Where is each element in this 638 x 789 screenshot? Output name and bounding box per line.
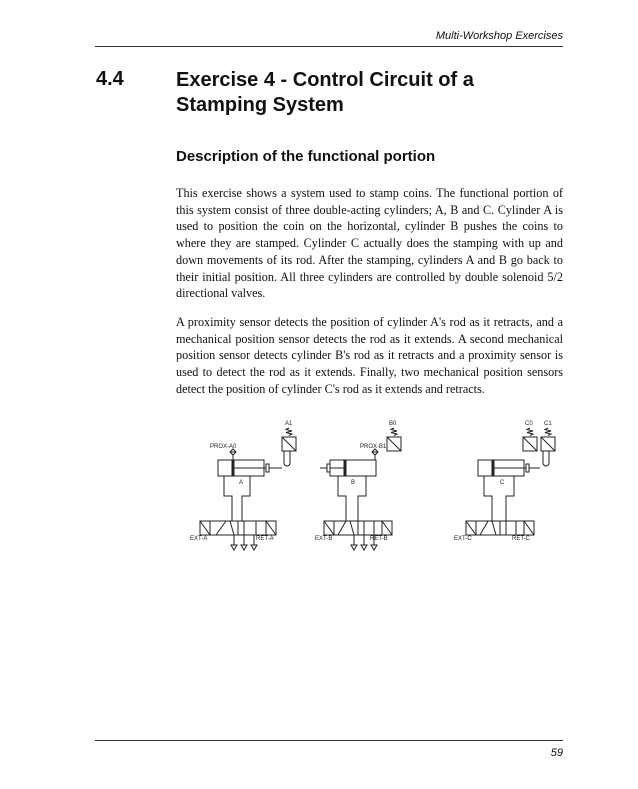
subsection-title: Description of the functional portion [176,148,436,165]
proximity-sensor-icon [230,449,236,460]
ext-label-b: EXT-B [315,536,333,542]
cylinder-c [478,460,540,486]
section-number: 4.4 [96,68,124,90]
cylinder-label-c: C [500,480,505,486]
ext-label-c: EXT-C [454,536,472,542]
mech-sensor-c1 [541,421,555,466]
unit-a [190,421,296,550]
running-header: Multi-Workshop Exercises [435,30,563,42]
cylinder-label-a: A [239,480,244,486]
sensor-label-c0: C0 [525,421,533,427]
valve-b [315,514,392,550]
paragraph-1: This exercise shows a system used to stamp coins. The functional portion of this system consist of three double-acting cylinders; A, B and C. Cylinder A is used to position the coin on the horizontal, cylinder B pushes the coins to where they are stamped. Cylinder C actually does the stamping with up and down movements of its rod. After the stamping, cylinders A and B go back to their initial position. All three cylinders are controlled by double solenoid 5/2 directional valves. [176,186,563,301]
ret-label-a: RET-A [256,536,274,542]
ret-label-b: RET-B [370,536,388,542]
proximity-label-b: PROX-B1 [360,444,387,450]
sensor-label-c1: C1 [544,421,552,427]
cylinder-b [320,460,376,486]
pneumatic-circuit-diagram [186,416,576,566]
sensor-label-a1: A1 [285,421,293,427]
unit-b [315,421,401,550]
mech-sensor-a1 [282,421,296,466]
paragraph-2: A proximity sensor detects the position of cylinder A's rod as it retracts, and a mechanical position sensor detects the rod as it extends. A second mechanical position sensor detects cylinder B's rod as it retracts and a proximity sensor is used to detect the rod as it extends. Finally, two mechanical position sensors detect the position of cylinder C's rod as it extends and retracts. [176,315,563,396]
footer-rule [95,740,563,741]
proximity-label-a: PROX-A0 [210,444,237,450]
valve-c [454,514,534,542]
section-title: Exercise 4 - Control Circuit of a Stamping System [176,69,474,116]
proximity-sensor-icon [372,449,378,460]
unit-c [454,421,555,542]
mech-sensor-c0 [523,421,537,451]
valve-a [190,514,276,550]
cylinder-label-b: B [351,480,356,486]
ext-label-a: EXT-A [190,536,208,542]
sensor-label-b0: B0 [389,421,397,427]
ret-label-c: RET-C [512,536,530,542]
header-rule [95,46,563,47]
mech-sensor-b0 [387,421,401,451]
page-number: 59 [550,747,563,759]
